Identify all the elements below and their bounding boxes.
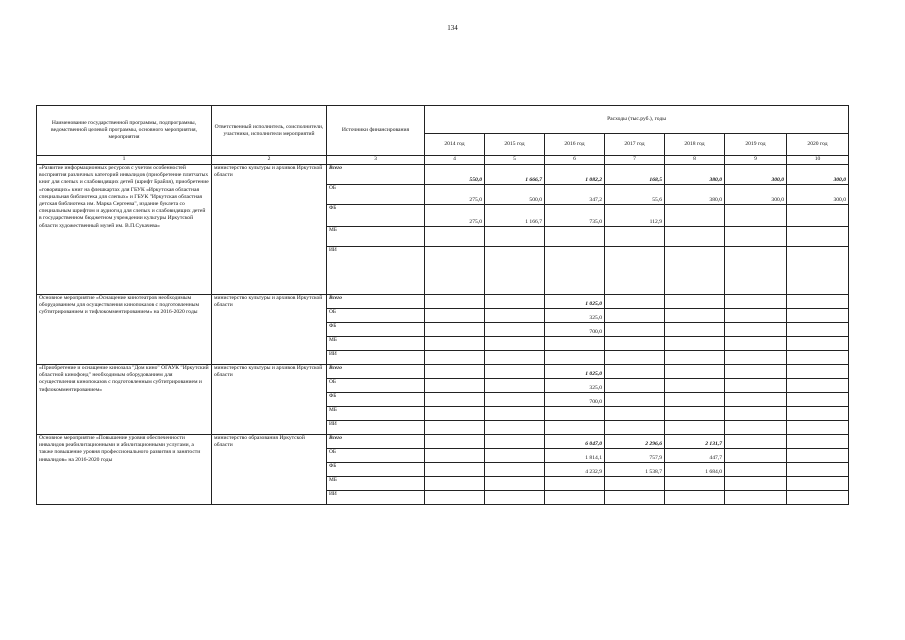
- amount-cell: [605, 295, 665, 309]
- amount-cell: [485, 449, 545, 463]
- amount-cell: [605, 323, 665, 337]
- amount-cell: [787, 323, 849, 337]
- amount-cell: [605, 421, 665, 435]
- amount-cell: 168,5: [605, 165, 665, 185]
- amount-cell: [787, 421, 849, 435]
- amount-cell: 757,9: [605, 449, 665, 463]
- funding-source: Всего: [327, 365, 425, 379]
- amount-cell: [725, 323, 787, 337]
- amount-cell: [485, 491, 545, 505]
- amount-cell: [665, 351, 725, 365]
- amount-cell: [605, 379, 665, 393]
- funding-source: ОБ: [327, 449, 425, 463]
- amount-cell: [605, 491, 665, 505]
- amount-cell: 700,0: [545, 323, 605, 337]
- header-year: 2017 год: [605, 134, 665, 156]
- amount-cell: [665, 407, 725, 421]
- header-year: 2015 год: [485, 134, 545, 156]
- amount-cell: [545, 227, 605, 247]
- amount-cell: [425, 323, 485, 337]
- funding-source: Всего: [327, 295, 425, 309]
- amount-cell: [545, 337, 605, 351]
- program-name: Основное мероприятие «Повышение уровня обеспеченности инвалидов реабилитационными и абилитационными услугами, а также повышение уровня профессионального развития и занятости инвалидов» на 2016-2020 годы: [37, 435, 212, 505]
- amount-cell: [725, 407, 787, 421]
- amount-cell: [787, 247, 849, 295]
- amount-cell: 447,7: [665, 449, 725, 463]
- funding-source: Всего: [327, 435, 425, 449]
- amount-cell: [485, 323, 545, 337]
- amount-cell: [787, 463, 849, 477]
- amount-cell: [725, 309, 787, 323]
- amount-cell: 1 025,0: [545, 365, 605, 379]
- amount-cell: 347,2: [545, 185, 605, 205]
- amount-cell: [425, 477, 485, 491]
- table-row: [37, 435, 849, 449]
- amount-cell: [425, 247, 485, 295]
- column-number: 6: [545, 156, 605, 165]
- amount-cell: [787, 491, 849, 505]
- amount-cell: 380,0: [665, 185, 725, 205]
- column-number: 1: [37, 156, 212, 165]
- amount-cell: [787, 309, 849, 323]
- amount-cell: 1 166,7: [485, 205, 545, 227]
- amount-cell: [425, 435, 485, 449]
- column-number: 9: [725, 156, 787, 165]
- funding-source: ИИ: [327, 491, 425, 505]
- amount-cell: [725, 295, 787, 309]
- amount-cell: 550,0: [425, 165, 485, 185]
- amount-cell: [725, 351, 787, 365]
- amount-cell: [725, 247, 787, 295]
- amount-cell: [787, 337, 849, 351]
- executor: министерство культуры и архивов Иркутской области: [212, 295, 327, 365]
- amount-cell: [545, 421, 605, 435]
- amount-cell: [665, 337, 725, 351]
- amount-cell: [665, 379, 725, 393]
- amount-cell: [725, 421, 787, 435]
- amount-cell: 1 082,2: [545, 165, 605, 185]
- funding-source: МБ: [327, 227, 425, 247]
- amount-cell: [485, 309, 545, 323]
- funding-source: ИИ: [327, 247, 425, 295]
- column-number: 5: [485, 156, 545, 165]
- amount-cell: [485, 393, 545, 407]
- amount-cell: [605, 247, 665, 295]
- header-year: 2016 год: [545, 134, 605, 156]
- amount-cell: [605, 393, 665, 407]
- funding-source: МБ: [327, 407, 425, 421]
- amount-cell: 6 047,0: [545, 435, 605, 449]
- funding-source: МБ: [327, 477, 425, 491]
- table-row: [37, 165, 849, 185]
- program-name: «Приобретение и оснащение кинозала "Дом кино" ОГАУК "Иркутский областной кинофонд" необходимым оборудованием для осуществления кинопоказов с подготовленным субтитрированием и тифлокомментированием»: [37, 365, 212, 435]
- amount-cell: [725, 463, 787, 477]
- amount-cell: 4 232,9: [545, 463, 605, 477]
- header-year: 2018 год: [665, 134, 725, 156]
- table-row: [37, 365, 849, 379]
- header-program-name: Наименование государственной программы, подпрограммы, ведомственной целевой программы, основного мероприятия, мероприятия: [37, 106, 212, 156]
- amount-cell: [605, 365, 665, 379]
- amount-cell: 112,9: [605, 205, 665, 227]
- amount-cell: [425, 337, 485, 351]
- amount-cell: [485, 227, 545, 247]
- amount-cell: [725, 477, 787, 491]
- header-expenses: Расходы (тыс.руб.), годы: [425, 106, 849, 134]
- amount-cell: 325,0: [545, 379, 605, 393]
- executor: министерство культуры и архивов Иркутской области: [212, 165, 327, 295]
- amount-cell: [665, 477, 725, 491]
- funding-source: ФБ: [327, 323, 425, 337]
- amount-cell: [485, 477, 545, 491]
- amount-cell: [545, 407, 605, 421]
- amount-cell: [725, 365, 787, 379]
- amount-cell: 1 538,7: [605, 463, 665, 477]
- header-year: 2020 год: [787, 134, 849, 156]
- amount-cell: [605, 477, 665, 491]
- amount-cell: 55,6: [605, 185, 665, 205]
- amount-cell: [665, 393, 725, 407]
- amount-cell: [665, 491, 725, 505]
- amount-cell: [485, 365, 545, 379]
- amount-cell: [485, 463, 545, 477]
- amount-cell: [485, 435, 545, 449]
- amount-cell: [665, 365, 725, 379]
- amount-cell: [485, 379, 545, 393]
- amount-cell: [787, 227, 849, 247]
- executor: министерство культуры и архивов Иркутской области: [212, 365, 327, 435]
- program-name: «Развитие информационных ресурсов с учетом особенностей восприятия различных категорий инвалидов (приобретение плитчатых книг для слепых и слабовидящих детей (шрифт Брайля), приобретение «говорящих» книг на флешкартах для ГБУК «Иркутская областная специальная библиотека для слепых» и ГБУК "Иркутская областная детская библиотека им. Марка Сергеева", издание буклета со специальным шрифтом и аудиогид для слепых и слабовидящих детей в государственном бюджетном учреждении культуры Иркутской области художественный музей им. В.П.Сукачева»: [37, 165, 212, 295]
- column-number: 3: [327, 156, 425, 165]
- program-name: Основное мероприятие «Оснащение кинотеатров необходимым оборудованием для осуществления кинопоказов с подготовленным субтитрированием и тифлокомментированием» на 2016-2020 годы: [37, 295, 212, 365]
- amount-cell: [787, 435, 849, 449]
- amount-cell: 735,0: [545, 205, 605, 227]
- amount-cell: [665, 205, 725, 227]
- column-number: 4: [425, 156, 485, 165]
- amount-cell: [725, 337, 787, 351]
- amount-cell: [665, 323, 725, 337]
- amount-cell: [485, 407, 545, 421]
- amount-cell: 1 666,7: [485, 165, 545, 185]
- executor: министерство образования Иркутской области: [212, 435, 327, 505]
- amount-cell: [545, 477, 605, 491]
- funding-source: ФБ: [327, 205, 425, 227]
- amount-cell: [665, 421, 725, 435]
- amount-cell: [425, 379, 485, 393]
- amount-cell: [725, 435, 787, 449]
- amount-cell: [605, 407, 665, 421]
- amount-cell: 325,0: [545, 309, 605, 323]
- amount-cell: 300,0: [787, 185, 849, 205]
- amount-cell: [725, 491, 787, 505]
- amount-cell: 275,0: [425, 205, 485, 227]
- amount-cell: 300,0: [725, 165, 787, 185]
- amount-cell: [665, 309, 725, 323]
- amount-cell: [787, 205, 849, 227]
- amount-cell: 1 814,1: [545, 449, 605, 463]
- amount-cell: [787, 407, 849, 421]
- table-row: [37, 295, 849, 309]
- amount-cell: 700,0: [545, 393, 605, 407]
- amount-cell: 1 025,0: [545, 295, 605, 309]
- amount-cell: [787, 477, 849, 491]
- amount-cell: [787, 351, 849, 365]
- amount-cell: 300,0: [787, 165, 849, 185]
- amount-cell: [605, 337, 665, 351]
- amount-cell: [425, 309, 485, 323]
- amount-cell: [425, 449, 485, 463]
- amount-cell: 2 131,7: [665, 435, 725, 449]
- amount-cell: 2 296,6: [605, 435, 665, 449]
- header-executor: Ответственный исполнитель, соисполнители, участники, исполнители мероприятий: [212, 106, 327, 156]
- amount-cell: 275,0: [425, 185, 485, 205]
- amount-cell: [605, 309, 665, 323]
- amount-cell: [425, 421, 485, 435]
- amount-cell: [425, 295, 485, 309]
- amount-cell: [485, 421, 545, 435]
- amount-cell: [485, 337, 545, 351]
- amount-cell: [545, 351, 605, 365]
- column-number: 2: [212, 156, 327, 165]
- amount-cell: [605, 351, 665, 365]
- funding-source: ФБ: [327, 393, 425, 407]
- amount-cell: [725, 227, 787, 247]
- amount-cell: [787, 295, 849, 309]
- page-number: 134: [447, 24, 458, 32]
- amount-cell: [787, 449, 849, 463]
- amount-cell: [485, 247, 545, 295]
- amount-cell: [605, 227, 665, 247]
- amount-cell: [787, 379, 849, 393]
- amount-cell: [787, 393, 849, 407]
- amount-cell: [665, 295, 725, 309]
- header-year: 2014 год: [425, 134, 485, 156]
- amount-cell: [725, 205, 787, 227]
- amount-cell: [485, 295, 545, 309]
- amount-cell: [545, 491, 605, 505]
- funding-source: ИИ: [327, 421, 425, 435]
- amount-cell: [425, 227, 485, 247]
- funding-source: ОБ: [327, 185, 425, 205]
- header-year: 2019 год: [725, 134, 787, 156]
- header-funding-source: Источники финансирования: [327, 106, 425, 156]
- amount-cell: [425, 407, 485, 421]
- amount-cell: [425, 351, 485, 365]
- amount-cell: [725, 449, 787, 463]
- funding-source: ИИ: [327, 351, 425, 365]
- amount-cell: 300,0: [725, 185, 787, 205]
- amount-cell: 380,0: [665, 165, 725, 185]
- amount-cell: [725, 379, 787, 393]
- amount-cell: [665, 247, 725, 295]
- amount-cell: 500,0: [485, 185, 545, 205]
- funding-source: Всего: [327, 165, 425, 185]
- amount-cell: [425, 393, 485, 407]
- funding-source: ФБ: [327, 463, 425, 477]
- funding-source: МБ: [327, 337, 425, 351]
- amount-cell: [425, 463, 485, 477]
- amount-cell: [425, 365, 485, 379]
- column-number: 7: [605, 156, 665, 165]
- column-number: 10: [787, 156, 849, 165]
- amount-cell: [665, 227, 725, 247]
- amount-cell: 1 684,0: [665, 463, 725, 477]
- amount-cell: [787, 365, 849, 379]
- amount-cell: [425, 491, 485, 505]
- amount-cell: [485, 351, 545, 365]
- budget-table: [36, 105, 849, 505]
- amount-cell: [545, 247, 605, 295]
- funding-source: ОБ: [327, 379, 425, 393]
- amount-cell: [725, 393, 787, 407]
- funding-source: ОБ: [327, 309, 425, 323]
- column-number: 8: [665, 156, 725, 165]
